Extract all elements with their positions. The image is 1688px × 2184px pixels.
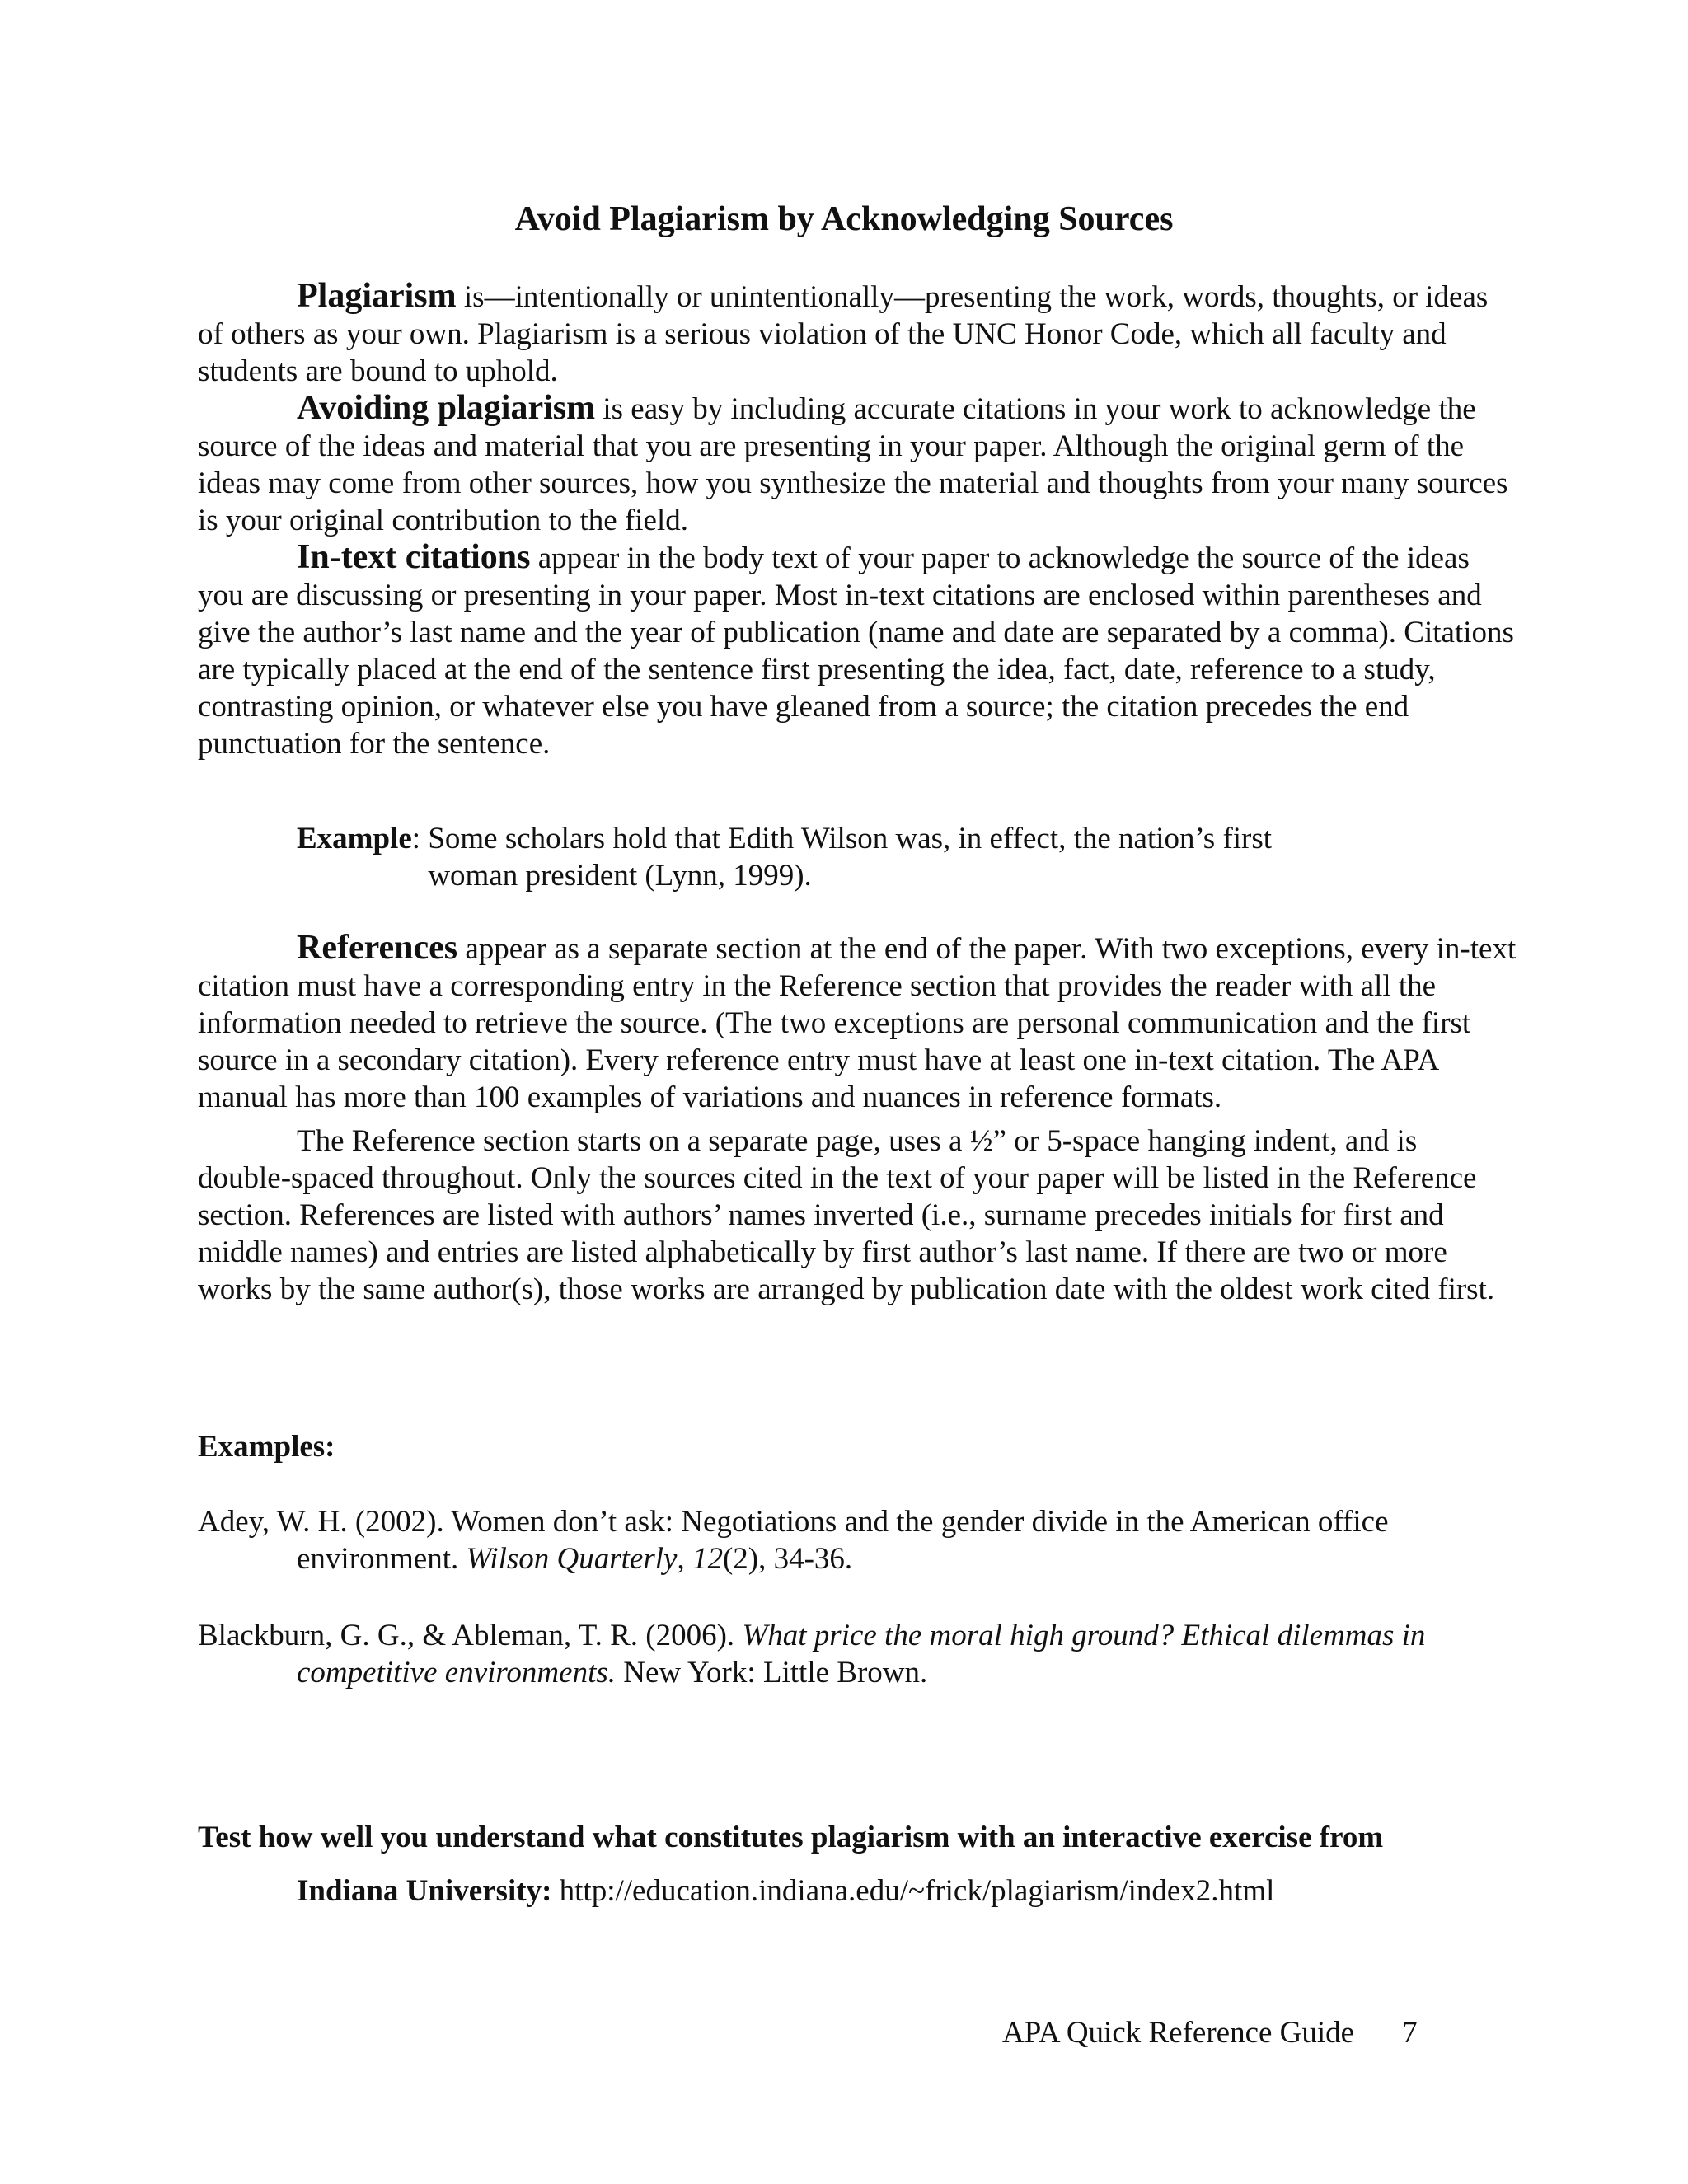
avoiding-paragraph	[198, 390, 1517, 539]
ref1-mid: ,	[677, 1542, 692, 1576]
plagiarism-paragraph	[198, 278, 1517, 390]
avoiding-text: is easy by including accurate citations in your work to acknowledge the source of the ideas and material that you are presenting in your paper. Although the original germ of the ideas may come from other sources, how you synthesize the material and thoughts from your many sources is your original contribution to the field.	[198, 392, 1508, 537]
footer-guide-title: APA Quick Reference Guide	[1002, 2016, 1355, 2050]
page-footer	[1002, 2014, 1418, 2051]
ref1-pre: Adey, W. H. (2002). Women don’t ask: Negotiations and the gender divide in the American office environment.	[198, 1505, 1389, 1576]
intext-text: appear in the body text of your paper to acknowledge the source of the ideas you are discussing or presenting in your paper. Most in-text citations are enclosed within parentheses and give the author’s last name and the year of publication (name and date are separated by a comma). Citations are typically placed at the end of the sentence first presenting the idea, fact, date, reference to a study, contrasting opinion, or whatever else you have gleaned from a source; the citation precedes the end punctuation for the sentence.	[198, 541, 1514, 761]
reference-entry	[198, 1617, 1517, 1691]
example-label	[297, 820, 412, 894]
exercise-line-2	[198, 1872, 1533, 1910]
exercise-url[interactable]: http://education.indiana.edu/~frick/plagiarism/index2.html	[551, 1874, 1275, 1908]
intext-lead: In-text citations	[297, 538, 531, 576]
exercise-block	[198, 1819, 1533, 1910]
footer-page-number: 7	[1402, 2016, 1418, 2050]
ref2-title: What price the moral high ground? Ethical dilemmas in competitive environments.	[297, 1619, 1426, 1690]
example-line-2: woman president (Lynn, 1999).	[428, 859, 812, 893]
intext-paragraph	[198, 539, 1517, 762]
exercise-institution: Indiana University:	[297, 1874, 552, 1908]
references-text: appear as a separate section at the end of the paper. With two exceptions, every in-text citation must have a corresponding entry in the Reference section that provides the reader with all the information needed to retrieve the source. (The two exceptions are personal communication and the first source in a secondary citation). Every reference entry must have at least one in-text citation. The APA manual has more than 100 examples of variations and nuances in reference formats.	[198, 932, 1517, 1114]
example-row	[297, 820, 1517, 894]
avoiding-lead: Avoiding plagiarism	[297, 389, 596, 427]
example-label-word: Example	[297, 822, 412, 855]
examples-heading: Examples:	[198, 1430, 335, 1464]
example-text	[428, 820, 1272, 894]
reference-list	[198, 1503, 1517, 1691]
ref1-journal: Wilson Quarterly	[466, 1542, 678, 1576]
intro-section	[198, 278, 1517, 762]
page-title: Avoid Plagiarism by Acknowledging Sources	[514, 200, 1174, 238]
references-section	[198, 930, 1517, 1308]
example-citation	[198, 820, 1517, 894]
plagiarism-lead: Plagiarism	[297, 277, 457, 315]
plagiarism-text: is—intentionally or unintentionally—presenting the work, words, thoughts, or ideas of others as your own. Plagiarism is a serious violation of the UNC Honor Code, which all faculty and students are bound to uphold.	[198, 280, 1489, 388]
ref1-volume: 12	[692, 1542, 723, 1576]
ref1-post: (2), 34-36.	[722, 1542, 853, 1576]
reference-section-paragraph: The Reference section starts on a separate page, uses a ½” or 5-space hanging indent, and is double-spaced throughout. Only the sources cited in the text of your paper will be listed in the Reference section. References are listed with authors’ names inverted (i.e., surname precedes initials for first and middle names) and entries are listed alphabetically by first author’s last name. If there are two or more works by the same author(s), those works are arranged by publication date with the oldest work cited first.	[198, 1124, 1495, 1306]
references-lead: References	[297, 929, 458, 967]
exercise-line-1: Test how well you understand what constitutes plagiarism with an interactive exercise from	[198, 1821, 1384, 1854]
ref2-pre: Blackburn, G. G., & Ableman, T. R. (2006).	[198, 1619, 743, 1652]
reference-entry	[198, 1503, 1517, 1577]
example-colon: :	[411, 822, 429, 855]
ref2-publisher: New York: Little Brown.	[616, 1656, 928, 1690]
example-block	[198, 820, 1517, 894]
references-paragraph	[198, 930, 1517, 1116]
example-line-1: Some scholars hold that Edith Wilson was, in effect, the nation’s first	[428, 822, 1273, 855]
